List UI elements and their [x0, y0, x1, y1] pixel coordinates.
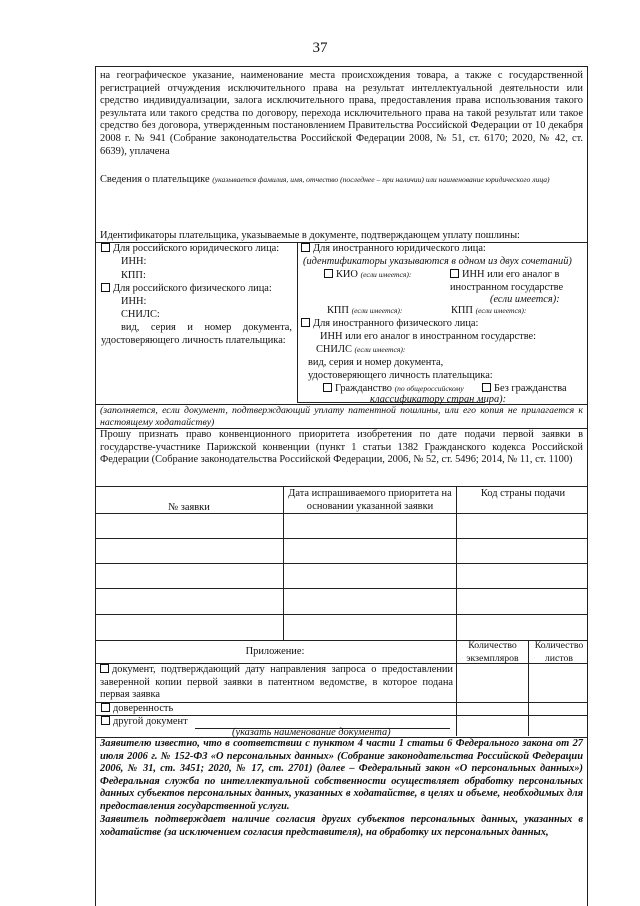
column-divider — [297, 242, 298, 402]
attachment-item-2[interactable]: доверенность — [101, 703, 173, 716]
inn-label-2: ИНН: — [121, 296, 147, 307]
checkbox-icon[interactable] — [323, 383, 332, 392]
col-copies: Количество экземпляров — [466, 640, 519, 664]
request-paragraph: Прошу признать право конвенционного приоритета изобретения по дате подачи первой заявки в государстве-участнике Парижской конвенции (пункт 1 статьи 1382 Гражданского кодекса Российской Федерации (Собрание законодательства Российской Федерации, 2006, № 52, ст. 5496; 2014, № 11, ст. 1100) — [100, 429, 583, 466]
classifier-note: классификатору стран мира): — [370, 394, 507, 405]
header-country-code: Код страны подачи — [480, 488, 566, 499]
top-paragraph: на географическое указание, наименование места происхождения товара, а также с государственной регистрацией отчуждения исключительного права на результат интеллектуальной деятельности или средство индивидуализации, залога исключительного права, предоставления права использования такого результата или такого средства по договору, перехода исключительного права на такой результат или такое средство без договора, утвержденным постановлением Правительства Российской Федерации от 10 декабря 2008 г. № 941 (Собрание законодательства Российской Федерации 2008, № 51, ст. 6170; 2020, № 42, ст. 6639), уплачена — [100, 70, 583, 157]
checkbox-icon[interactable] — [101, 716, 110, 725]
snils-label: СНИЛС: — [121, 309, 160, 320]
ru-person-option[interactable]: Для российского физического лица: — [101, 283, 272, 296]
table-row — [95, 563, 588, 564]
payer-label: Сведения о плательщике — [100, 174, 210, 185]
checkbox-icon[interactable] — [101, 243, 110, 252]
identifiers-footnote: (заполняется, если документ, подтверждающий уплату патентной пошлины, или его копия не прилагается к настоящему ходатайству) — [100, 405, 583, 428]
attachments-header: Приложение: — [245, 646, 305, 657]
checkbox-icon[interactable] — [100, 664, 109, 673]
kpp-right: КПП (если имеется): — [451, 305, 527, 316]
kpp-label: КПП: — [121, 270, 146, 281]
checkbox-icon[interactable] — [101, 703, 110, 712]
identifiers-title: Идентификаторы плательщика, указываемые в документе, подтверждающем уплату пошлины: — [100, 230, 520, 241]
kio-option[interactable]: КИО (если имеется): — [324, 269, 411, 282]
citizenship-option[interactable]: Гражданство (по общероссийскому — [323, 383, 464, 396]
checkbox-icon[interactable] — [482, 383, 491, 392]
notice-paragraph-1: Заявителю известно, что в соответствии с пунктом 4 части 1 статьи 6 Федерального закона от 27 июля 2006 г. № 152-ФЗ «О персональных данных» (Собрание законодательства Российской Федерации 2006, № 31, ст. 3451; 2020, № 17, ст. 2701) (далее – Федеральный закон «О персональных данных») Федеральная служба по интеллектуальной собственности осуществляет обработку персональных данных субъектов персональных данных, указанных в ходатайстве, в целях и объеме, необходимых для предоставления государственной услуги. — [100, 738, 583, 812]
header-application-number: № заявки — [168, 502, 210, 513]
checkbox-icon[interactable] — [301, 243, 310, 252]
table-row — [95, 513, 588, 514]
stateless-option[interactable]: Без гражданства — [482, 383, 567, 396]
table-col-divider — [456, 640, 457, 736]
table-row — [95, 588, 588, 589]
checkbox-icon[interactable] — [450, 269, 459, 278]
attachment-item-3[interactable]: другой документ — [101, 716, 188, 729]
kpp-left: КПП (если имеется): — [327, 305, 403, 316]
checkbox-icon[interactable] — [301, 318, 310, 327]
foreign-note: (идентификаторы указываются в одном из двух сочетаний) — [303, 256, 572, 267]
foreign-legal-option[interactable]: Для иностранного юридического лица: — [301, 243, 486, 256]
table-row — [95, 614, 588, 615]
doc-foreign-line1: вид, серия и номер документа, — [308, 357, 444, 368]
col-sheets: Количество листов — [534, 640, 584, 664]
inn-analog-label: ИНН или его аналог в иностранном государстве: — [320, 331, 537, 342]
foreign-person-option[interactable]: Для иностранного физического лица: — [301, 318, 478, 331]
table-row — [95, 538, 588, 539]
ru-legal-option[interactable]: Для российского юридического лица: — [101, 243, 279, 256]
doc-foreign-line2: удостоверяющего личность плательщика: — [308, 370, 493, 381]
page-number: 37 — [312, 40, 328, 56]
inn-foreign-note: (если имеется): — [490, 294, 560, 305]
inn-foreign-option[interactable]: ИНН или его аналог в иностранном государстве — [450, 269, 564, 293]
divider — [95, 486, 588, 487]
checkbox-icon[interactable] — [324, 269, 333, 278]
payer-note: (указывается фамилия, имя, отчество (последнее – при наличии) или наименование юридического лица) — [212, 175, 550, 184]
underline — [297, 402, 485, 403]
doc-label-line2: удостоверяющего личность плательщика: — [101, 335, 286, 346]
header-priority-date: Дата испрашиваемого приоритета на основании указанной заявки — [288, 488, 452, 512]
other-document-note: (указать наименование документа) — [232, 727, 391, 738]
checkbox-icon[interactable] — [101, 283, 110, 292]
payer-section — [100, 174, 583, 187]
snils-foreign: СНИЛС (если имеется): — [316, 344, 406, 355]
inn-label: ИНН: — [121, 256, 147, 267]
attachment-item-1[interactable]: документ, подтверждающий дату направления запроса о предоставлении заверенной копии первой заявки в патентном ведомстве, в которое подана первая заявка — [100, 664, 453, 701]
table-col-divider — [528, 640, 529, 736]
notice-paragraph-2: Заявитель подтверждает наличие согласия других субъектов персональных данных, указанных в ходатайстве (за исключением согласия представителя), на обработку их персональных данных, — [100, 814, 583, 838]
doc-label-line1: вид, серия и номер документа, — [121, 322, 292, 333]
